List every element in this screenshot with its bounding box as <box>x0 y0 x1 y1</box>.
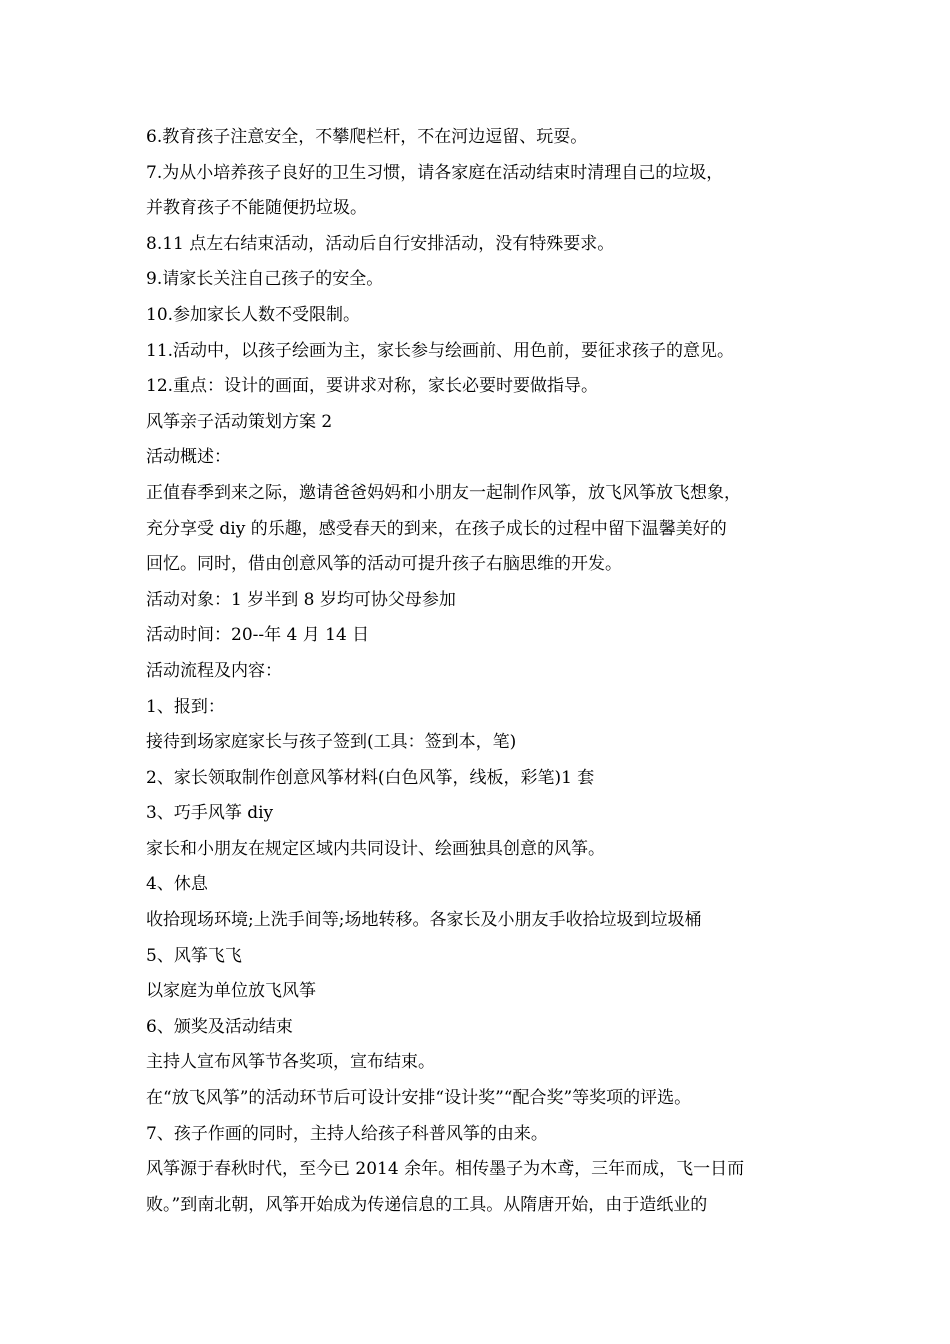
text-line: 9.请家长关注自己孩子的安全。 <box>146 269 384 290</box>
document-body <box>146 120 826 1223</box>
text-line: 12.重点：设计的画面，要讲求对称，家长必要时要做指导。 <box>146 376 599 397</box>
text-line: 接待到场家庭家长与孩子签到(工具：签到本，笔) <box>146 732 517 753</box>
text-line: 回忆。同时，借由创意风筝的活动可提升孩子右脑思维的开发。 <box>146 554 622 575</box>
text-line: 活动流程及内容： <box>146 660 282 681</box>
text-line: 以家庭为单位放飞风筝 <box>146 981 316 1002</box>
text-line: 6、颁奖及活动结束 <box>146 1016 293 1037</box>
text-line: 6.教育孩子注意安全，不攀爬栏杆，不在河边逗留、玩耍。 <box>146 127 588 147</box>
text-line: 7.为从小培养孩子良好的卫生习惯，请各家庭在活动结束时清理自己的垃圾， <box>146 162 724 183</box>
text-line: 活动对象：1 岁半到 8 岁均可协父母参加 <box>146 589 456 610</box>
text-line: 活动时间：20--年 4 月 14 日 <box>146 625 370 646</box>
text-line: 收拾现场环境;上洗手间等;场地转移。各家长及小朋友手收拾垃圾到垃圾桶 <box>146 910 702 931</box>
text-line: 活动概述： <box>146 447 231 468</box>
text-line: 11.活动中，以孩子绘画为主，家长参与绘画前、用色前，要征求孩子的意见。 <box>146 340 735 361</box>
text-line: 家长和小朋友在规定区域内共同设计、绘画独具创意的风筝。 <box>146 838 605 859</box>
text-line: 在“放飞风筝”的活动环节后可设计安排“设计奖”“配合奖”等奖项的评选。 <box>146 1088 692 1109</box>
text-line: 败。”到南北朝，风筝开始成为传递信息的工具。从隋唐开始，由于造纸业的 <box>146 1194 708 1215</box>
text-line: 8.11 点左右结束活动，活动后自行安排活动，没有特殊要求。 <box>146 233 615 254</box>
text-line: 风筝源于春秋时代，至今已 2014 余年。相传墨子为木鸢，三年而成，飞一日而 <box>146 1159 745 1180</box>
text-line: 10.参加家长人数不受限制。 <box>146 304 361 325</box>
section-heading: 风筝亲子活动策划方案 2 <box>146 411 333 432</box>
text-line: 7、孩子作画的同时，主持人给孩子科普风筝的由来。 <box>146 1123 548 1144</box>
text-line: 主持人宣布风筝节各奖项，宣布结束。 <box>146 1052 435 1073</box>
text-line: 充分享受 diy 的乐趣，感受春天的到来，在孩子成长的过程中留下温馨美好的 <box>146 518 727 539</box>
text-line: 并教育孩子不能随便扔垃圾。 <box>146 198 367 219</box>
text-line: 3、巧手风筝 diy <box>146 803 274 824</box>
text-line: 5、风筝飞飞 <box>146 945 242 966</box>
text-line: 2、家长领取制作创意风筝材料(白色风筝，线板，彩笔)1 套 <box>146 767 595 788</box>
text-line: 正值春季到来之际，邀请爸爸妈妈和小朋友一起制作风筝，放飞风筝放飞想象， <box>146 482 741 503</box>
text-line: 1、报到： <box>146 696 225 717</box>
text-line: 4、休息 <box>146 874 208 895</box>
